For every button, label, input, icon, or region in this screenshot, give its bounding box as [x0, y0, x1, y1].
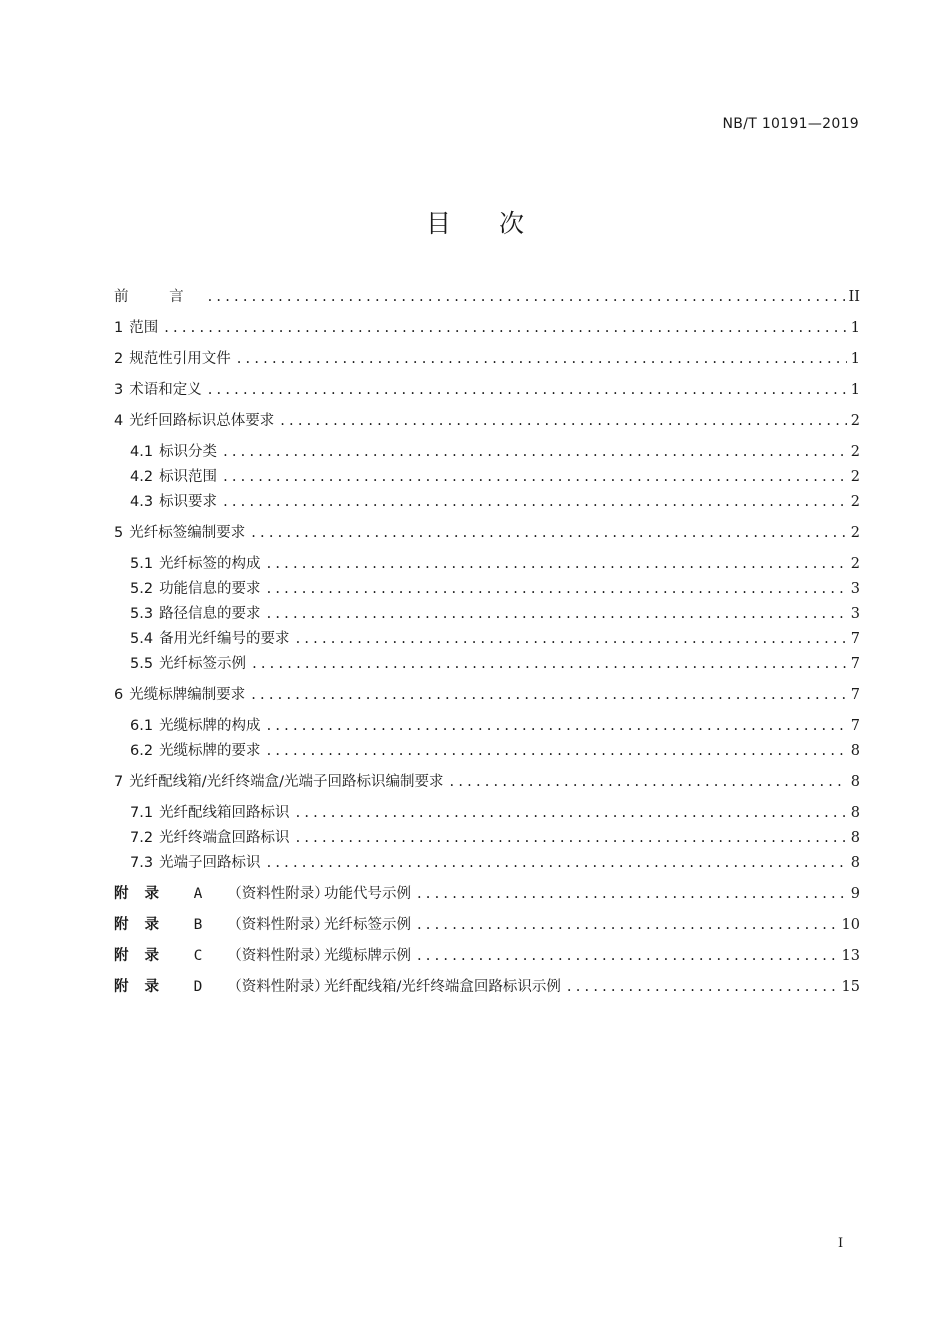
appendix-type: （资料性附录）	[227, 979, 329, 995]
toc-entry-number: 7.3	[130, 855, 154, 871]
toc-entry-label: 光纤终端盒回路标识	[159, 830, 290, 846]
toc-entry-5[interactable]	[114, 522, 860, 544]
toc-entry-number: 6	[114, 687, 124, 703]
toc-entry-number: 7.2	[130, 830, 154, 846]
dot-leader	[450, 771, 847, 793]
toc-entry-number: 5.3	[130, 606, 154, 622]
toc-entry-label: 光端子回路标识	[159, 855, 261, 871]
toc-entry-label: 路径信息的要求	[159, 606, 261, 622]
appendix-word: 附录	[114, 979, 175, 995]
toc-entry-page: 7	[850, 687, 860, 703]
appendix-letter: B	[193, 917, 204, 933]
appendix-letter: A	[193, 886, 204, 902]
dot-leader	[164, 317, 847, 339]
toc-entry-page: 1	[850, 351, 860, 367]
toc-entry-6-1[interactable]	[130, 715, 860, 737]
appendix-word: 附录	[114, 917, 175, 933]
toc-entry-label: 光缆标牌的要求	[159, 743, 261, 759]
appendix-heading	[114, 914, 329, 936]
toc-entry-7[interactable]	[114, 771, 860, 793]
toc-entry-page: 13	[841, 948, 860, 964]
toc-entry-page: 8	[850, 830, 860, 846]
toc-entry-page: 2	[850, 494, 860, 510]
toc-entry-5-3[interactable]	[130, 603, 860, 625]
toc-entry-label: 光缆标牌编制要求	[129, 687, 246, 703]
toc-entry-foreword[interactable]	[114, 286, 860, 308]
appendix-heading	[114, 976, 329, 998]
toc-entry-page: 8	[850, 805, 860, 821]
dot-leader	[280, 410, 847, 432]
toc-entry-page: 3	[850, 606, 860, 622]
dot-leader	[223, 491, 847, 513]
toc-entry-4-2[interactable]	[130, 466, 860, 488]
appendix-letter: D	[193, 979, 204, 995]
toc-entry-number: 5.4	[130, 631, 154, 647]
toc-entry-page: 2	[850, 444, 860, 460]
toc-entry-page: 2	[850, 469, 860, 485]
toc-entry-label: 光纤标签示例	[159, 656, 247, 672]
toc-entry-page: 9	[850, 886, 860, 902]
document-code: NB/T 10191—2019	[722, 116, 859, 132]
toc-entry-label: 标识范围	[159, 469, 218, 485]
toc-entry-label: 光纤标签编制要求	[129, 525, 246, 541]
toc-entry-label: 标识要求	[159, 494, 218, 510]
dot-leader	[251, 522, 847, 544]
dot-leader	[417, 945, 838, 967]
dot-leader	[237, 348, 847, 370]
toc-entry-number: 4	[114, 413, 124, 429]
toc-entry-label: 光缆标牌的构成	[159, 718, 261, 734]
toc-entry-page: 8	[850, 743, 860, 759]
toc-entry-4[interactable]	[114, 410, 860, 432]
dot-leader	[267, 715, 847, 737]
appendix-heading	[114, 945, 329, 967]
toc-entry-page: 8	[850, 855, 860, 871]
appendix-word: 附录	[114, 886, 175, 902]
dot-leader	[251, 684, 847, 706]
toc-entry-label: 备用光纤编号的要求	[159, 631, 290, 647]
toc-entry-page: 2	[850, 525, 860, 541]
dot-leader	[267, 553, 847, 575]
toc-entry-label: 标识分类	[159, 444, 218, 460]
appendix-type: （资料性附录）	[227, 886, 329, 902]
toc-entry-7-3[interactable]	[130, 852, 860, 874]
toc-entry-page: 15	[841, 979, 860, 995]
toc-entry-page: 10	[841, 917, 860, 933]
dot-leader	[267, 740, 847, 762]
toc-entry-label: 光纤配线箱回路标识	[159, 805, 290, 821]
toc-entry-number: 5.2	[130, 581, 154, 597]
toc-entry-4-1[interactable]	[130, 441, 860, 463]
toc-entry-label: 前 言	[114, 289, 202, 305]
toc-entry-page: 7	[850, 631, 860, 647]
toc-entry-3[interactable]	[114, 379, 860, 401]
dot-leader	[567, 976, 838, 998]
toc-entry-page: 3	[850, 581, 860, 597]
toc-entry-appendix-c[interactable]	[114, 945, 860, 967]
toc-entry-7-2[interactable]	[130, 827, 860, 849]
toc-entry-page: 7	[850, 718, 860, 734]
toc-entry-label: 功能代号示例	[324, 886, 411, 902]
toc-entry-label: 规范性引用文件	[129, 351, 231, 367]
dot-leader	[417, 883, 847, 905]
dot-leader	[252, 653, 847, 675]
toc-entry-number: 3	[114, 382, 124, 398]
toc-entry-page: 1	[850, 320, 860, 336]
toc-entry-number: 5.1	[130, 556, 154, 572]
toc-entry-number: 6.2	[130, 743, 154, 759]
toc-entry-label: 光纤回路标识总体要求	[129, 413, 275, 429]
toc-entry-label: 光缆标牌示例	[324, 948, 411, 964]
toc-entry-number: 4.1	[130, 444, 154, 460]
dot-leader	[296, 827, 847, 849]
dot-leader	[208, 286, 845, 308]
toc-entry-number: 5	[114, 525, 124, 541]
toc-entry-page: 8	[850, 774, 860, 790]
toc-entry-label: 光纤标签示例	[324, 917, 411, 933]
dot-leader	[417, 914, 838, 936]
dot-leader	[267, 578, 847, 600]
page-number: I	[838, 1236, 844, 1251]
toc-entry-5-5[interactable]	[130, 653, 860, 675]
appendix-type: （资料性附录）	[227, 917, 329, 933]
toc-entry-appendix-b[interactable]	[114, 914, 860, 936]
dot-leader	[208, 379, 847, 401]
toc-entry-page: 2	[850, 556, 860, 572]
toc-entry-6-2[interactable]	[130, 740, 860, 762]
toc-entry-number: 6.1	[130, 718, 154, 734]
dot-leader	[267, 852, 847, 874]
dot-leader	[267, 603, 847, 625]
toc-entry-number: 7	[114, 774, 124, 790]
toc-entry-number: 5.5	[130, 656, 154, 672]
toc-entry-number: 7.1	[130, 805, 154, 821]
toc-entry-5-2[interactable]	[130, 578, 860, 600]
appendix-word: 附录	[114, 948, 175, 964]
dot-leader	[223, 441, 847, 463]
toc-entry-page: 2	[850, 413, 860, 429]
toc-entry-4-3[interactable]	[130, 491, 860, 513]
toc-entry-label: 功能信息的要求	[159, 581, 261, 597]
toc-entry-label: 光纤配线箱/光纤终端盒/光端子回路标识编制要求	[129, 774, 444, 790]
toc-entry-appendix-a[interactable]	[114, 883, 860, 905]
toc-entry-5-4[interactable]	[130, 628, 860, 650]
toc-entry-label: 范围	[129, 320, 159, 336]
toc-entry-page: 1	[850, 382, 860, 398]
toc-entry-number: 4.3	[130, 494, 154, 510]
appendix-letter: C	[193, 948, 204, 964]
toc-entry-number: 1	[114, 320, 124, 336]
toc-entry-number: 2	[114, 351, 124, 367]
dot-leader	[296, 628, 847, 650]
toc-entry-5-1[interactable]	[130, 553, 860, 575]
appendix-heading	[114, 883, 329, 905]
dot-leader	[223, 466, 847, 488]
toc-entry-7-1[interactable]	[130, 802, 860, 824]
dot-leader	[296, 802, 847, 824]
page-title: 目 次	[426, 209, 544, 238]
toc-entry-6[interactable]	[114, 684, 860, 706]
appendix-type: （资料性附录）	[227, 948, 329, 964]
toc-entry-label: 光纤标签的构成	[159, 556, 261, 572]
toc-entry-number: 4.2	[130, 469, 154, 485]
toc-entry-page: II	[848, 289, 860, 305]
toc-entry-2[interactable]	[114, 348, 860, 370]
toc-entry-label: 术语和定义	[129, 382, 202, 398]
toc-entry-page: 7	[850, 656, 860, 672]
toc-entry-1[interactable]	[114, 317, 860, 339]
toc-entry-label: 光纤配线箱/光纤终端盒回路标识示例	[324, 979, 561, 995]
toc-entry-appendix-d[interactable]	[114, 976, 860, 998]
